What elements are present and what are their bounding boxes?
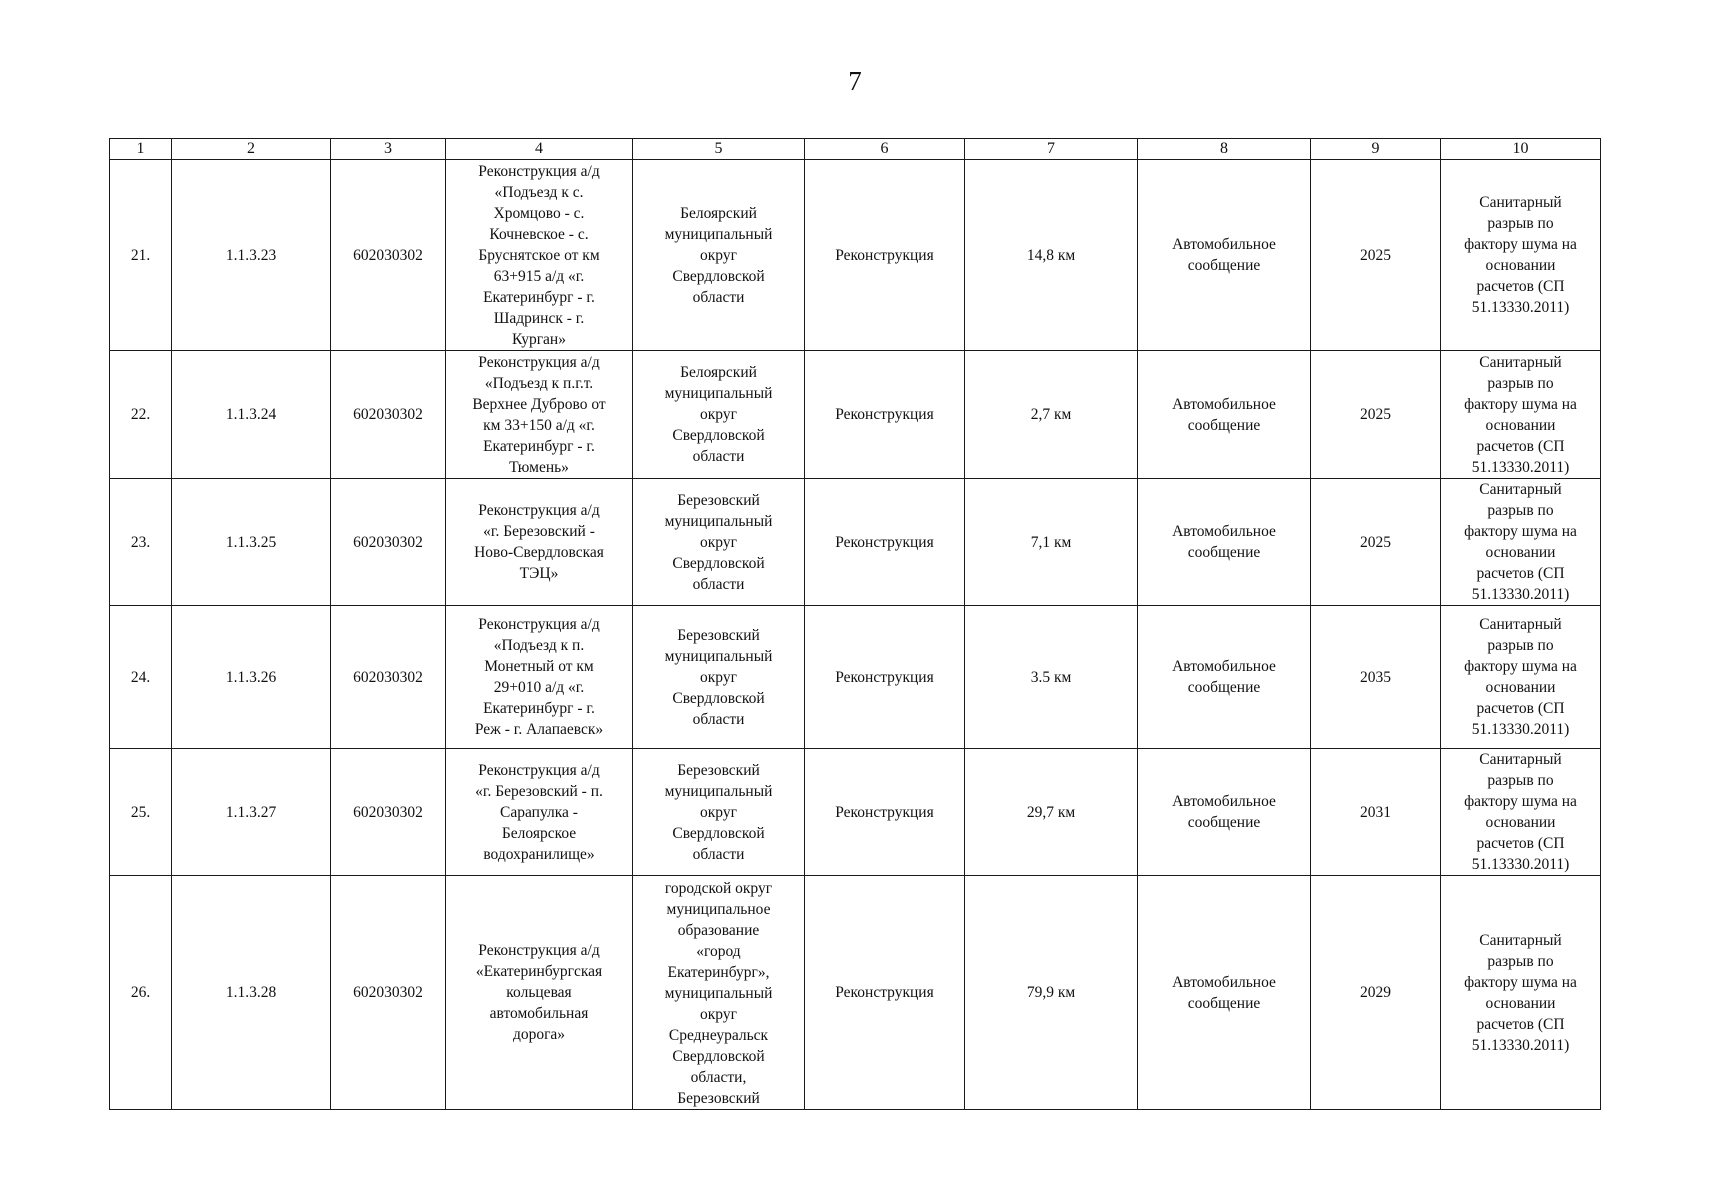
length: 3.5 км	[965, 606, 1138, 749]
column-header: 1	[110, 139, 172, 160]
row-number: 26.	[110, 876, 172, 1110]
purpose: Автомобильное сообщение	[1138, 160, 1311, 351]
classifier-id: 602030302	[331, 479, 446, 606]
object-code: 1.1.3.25	[172, 479, 331, 606]
column-header: 7	[965, 139, 1138, 160]
table-row	[110, 749, 1601, 876]
purpose: Автомобильное сообщение	[1138, 479, 1311, 606]
object-code: 1.1.3.27	[172, 749, 331, 876]
municipality: Березовский муниципальный округ Свердловской области	[633, 479, 805, 606]
zone-note: Санитарный разрыв по фактору шума на основании расчетов (СП 51.13330.2011)	[1441, 606, 1601, 749]
classifier-id: 602030302	[331, 606, 446, 749]
purpose: Автомобильное сообщение	[1138, 749, 1311, 876]
purpose: Автомобильное сообщение	[1138, 606, 1311, 749]
row-number: 22.	[110, 351, 172, 479]
work-type: Реконструкция	[805, 606, 965, 749]
length: 79,9 км	[965, 876, 1138, 1110]
classifier-id: 602030302	[331, 160, 446, 351]
column-header: 6	[805, 139, 965, 160]
page-number: 7	[848, 66, 862, 96]
row-number: 23.	[110, 479, 172, 606]
work-type: Реконструкция	[805, 876, 965, 1110]
column-header: 10	[1441, 139, 1601, 160]
object-name: Реконструкция а/д «Екатеринбургская кольцевая автомобильная дорога»	[446, 876, 633, 1110]
table-row	[110, 479, 1601, 606]
purpose: Автомобильное сообщение	[1138, 876, 1311, 1110]
planning-table	[109, 138, 1601, 1110]
object-code: 1.1.3.26	[172, 606, 331, 749]
table-row	[110, 606, 1601, 749]
row-number: 24.	[110, 606, 172, 749]
municipality: Белоярский муниципальный округ Свердловской области	[633, 160, 805, 351]
row-number: 25.	[110, 749, 172, 876]
length: 2,7 км	[965, 351, 1138, 479]
object-code: 1.1.3.24	[172, 351, 331, 479]
work-type: Реконструкция	[805, 479, 965, 606]
table-row	[110, 876, 1601, 1110]
year: 2025	[1311, 351, 1441, 479]
municipality: городской округ муниципальное образование «город Екатеринбург», муниципальный округ Среднеуральск Свердловской области, Березовский	[633, 876, 805, 1110]
zone-note: Санитарный разрыв по фактору шума на основании расчетов (СП 51.13330.2011)	[1441, 876, 1601, 1110]
header-row	[110, 139, 1601, 160]
object-name: Реконструкция а/д «Подъезд к п.г.т. Верхнее Дуброво от км 33+150 а/д «г. Екатеринбург - г. Тюмень»	[446, 351, 633, 479]
column-header: 2	[172, 139, 331, 160]
classifier-id: 602030302	[331, 876, 446, 1110]
column-header: 9	[1311, 139, 1441, 160]
zone-note: Санитарный разрыв по фактору шума на основании расчетов (СП 51.13330.2011)	[1441, 479, 1601, 606]
object-code: 1.1.3.28	[172, 876, 331, 1110]
purpose: Автомобильное сообщение	[1138, 351, 1311, 479]
year: 2035	[1311, 606, 1441, 749]
object-name: Реконструкция а/д «Подъезд к п. Монетный от км 29+010 а/д «г. Екатеринбург - г. Реж - г. Алапаевск»	[446, 606, 633, 749]
year: 2029	[1311, 876, 1441, 1110]
year: 2025	[1311, 160, 1441, 351]
column-header: 8	[1138, 139, 1311, 160]
length: 29,7 км	[965, 749, 1138, 876]
zone-note: Санитарный разрыв по фактору шума на основании расчетов (СП 51.13330.2011)	[1441, 351, 1601, 479]
column-header: 5	[633, 139, 805, 160]
table-row	[110, 351, 1601, 479]
table-row	[110, 160, 1601, 351]
work-type: Реконструкция	[805, 351, 965, 479]
municipality: Белоярский муниципальный округ Свердловской области	[633, 351, 805, 479]
zone-note: Санитарный разрыв по фактору шума на основании расчетов (СП 51.13330.2011)	[1441, 160, 1601, 351]
object-name: Реконструкция а/д «Подъезд к с. Хромцово - с. Кочневское - с. Бруснятское от км 63+915 а/д «г. Екатеринбург - г. Шадринск - г. Курган»	[446, 160, 633, 351]
object-code: 1.1.3.23	[172, 160, 331, 351]
zone-note: Санитарный разрыв по фактору шума на основании расчетов (СП 51.13330.2011)	[1441, 749, 1601, 876]
object-name: Реконструкция а/д «г. Березовский - п. Сарапулка - Белоярское водохранилище»	[446, 749, 633, 876]
year: 2031	[1311, 749, 1441, 876]
column-header: 4	[446, 139, 633, 160]
municipality: Березовский муниципальный округ Свердловской области	[633, 606, 805, 749]
row-number: 21.	[110, 160, 172, 351]
municipality: Березовский муниципальный округ Свердловской области	[633, 749, 805, 876]
classifier-id: 602030302	[331, 749, 446, 876]
column-header: 3	[331, 139, 446, 160]
classifier-id: 602030302	[331, 351, 446, 479]
length: 7,1 км	[965, 479, 1138, 606]
work-type: Реконструкция	[805, 160, 965, 351]
object-name: Реконструкция а/д «г. Березовский - Ново-Свердловская ТЭЦ»	[446, 479, 633, 606]
work-type: Реконструкция	[805, 749, 965, 876]
year: 2025	[1311, 479, 1441, 606]
length: 14,8 км	[965, 160, 1138, 351]
